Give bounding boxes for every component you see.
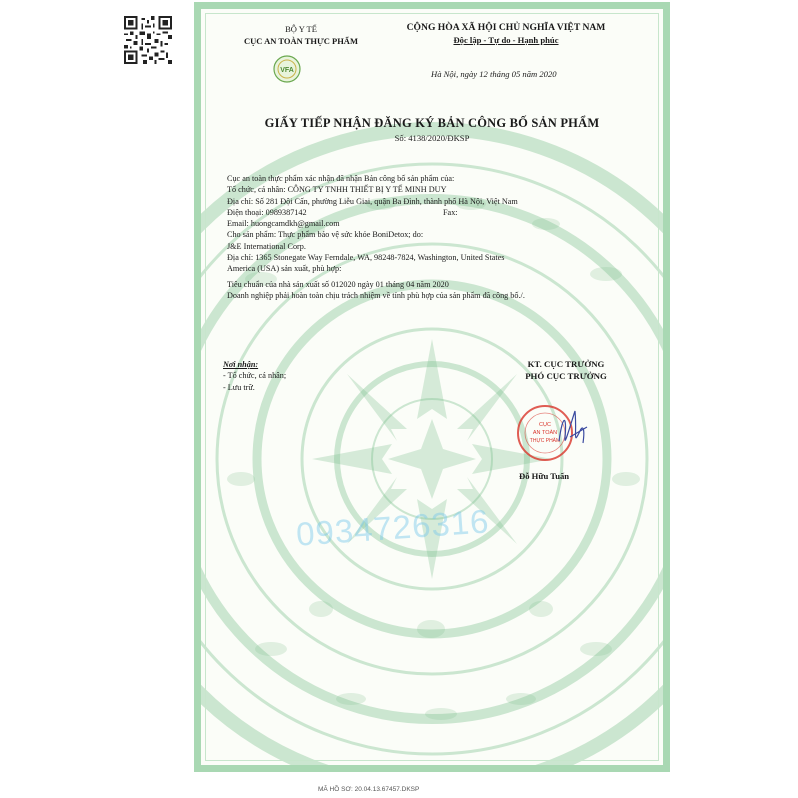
body-intro: Cục an toàn thực phẩm xác nhận đã nhận Bản công bố sản phẩm của: [227, 174, 455, 183]
document-title: GIẤY TIẾP NHẬN ĐĂNG KÝ BẢN CÔNG BỐ SẢN PHẨM [264, 116, 600, 130]
body-responsibility: Doanh nghiệp phải hoàn toàn chịu trách nhiệm về tính phù hợp của sản phẩm đã công bố./. [227, 290, 525, 300]
recipient-item: - Tổ chức, cá nhân; [223, 371, 287, 381]
signature-line-1: KT. CỤC TRƯỞNG [527, 359, 605, 369]
body-phone: Điện thoại: 0989387142 [227, 207, 307, 217]
stamp-text: AN TOÀN [532, 430, 558, 436]
phone-watermark: 0934726316 [294, 502, 491, 553]
body-email: Email: huongcamdkh@gmail.com [227, 219, 340, 229]
department-name: CỤC AN TOÀN THỰC PHẨM [244, 36, 358, 46]
issue-date: Hà Nội, ngày 12 tháng 05 năm 2020 [431, 69, 557, 79]
dossier-code: MÃ HỒ SƠ: 20.04.13.67457.DKSP [318, 786, 420, 793]
ministry-name: BỘ Y TẾ [285, 24, 317, 34]
national-motto: Độc lập - Tự do - Hạnh phúc [453, 35, 559, 45]
country-name: CỘNG HÒA XÃ HỘI CHỦ NGHĨA VIỆT NAM [406, 22, 606, 33]
qr-code-icon [124, 16, 172, 64]
red-seal-stamp [515, 393, 595, 473]
stamp-text: THỰC PHẨM [529, 438, 561, 444]
handwritten-signature [559, 411, 587, 443]
document-body [227, 173, 647, 301]
body-org: Tổ chức, cá nhân: CÔNG TY TNHH THIẾT BỊ Y TẾ MINH DUY [227, 185, 447, 195]
body-mfr-address-2: America (USA) sản xuất, phù hợp: [227, 264, 342, 274]
header-right [386, 21, 626, 47]
recipients-heading: Nơi nhận: [223, 360, 259, 369]
document-number: Số: 4138/2020/ĐKSP [394, 133, 470, 143]
certificate-document [194, 2, 670, 772]
signature-title [491, 359, 641, 382]
body-fax: Fax: [443, 207, 458, 217]
logo-text: VFA [280, 67, 294, 74]
body-standard: Tiêu chuẩn của nhà sản xuất số 012020 ngày 01 tháng 04 năm 2020 [227, 279, 449, 289]
stamp-text: CỤC [539, 422, 551, 428]
body-manufacturer: J&E International Corp. [227, 241, 306, 251]
recipients-block [223, 359, 286, 393]
signature-line-2: PHÓ CỤC TRƯỞNG [525, 370, 607, 381]
vfa-logo-icon [273, 55, 301, 83]
body-mfr-address-1: Địa chỉ: 1365 Stonegate Way Ferndale, WA, 98248-7824, Washington, United States [227, 253, 505, 263]
body-address: Địa chỉ: Số 281 Đội Cấn, phường Liễu Giai, quận Ba Đình, thành phố Hà Nội, Việt Nam [227, 196, 518, 206]
recipient-item: - Lưu trữ. [223, 382, 255, 392]
signer-name: Đỗ Hữu Tuấn [519, 471, 570, 481]
header-left [221, 23, 381, 47]
body-product: Cho sản phẩm: Thực phẩm bảo vệ sức khỏe BoniDetox; do: [227, 230, 424, 240]
